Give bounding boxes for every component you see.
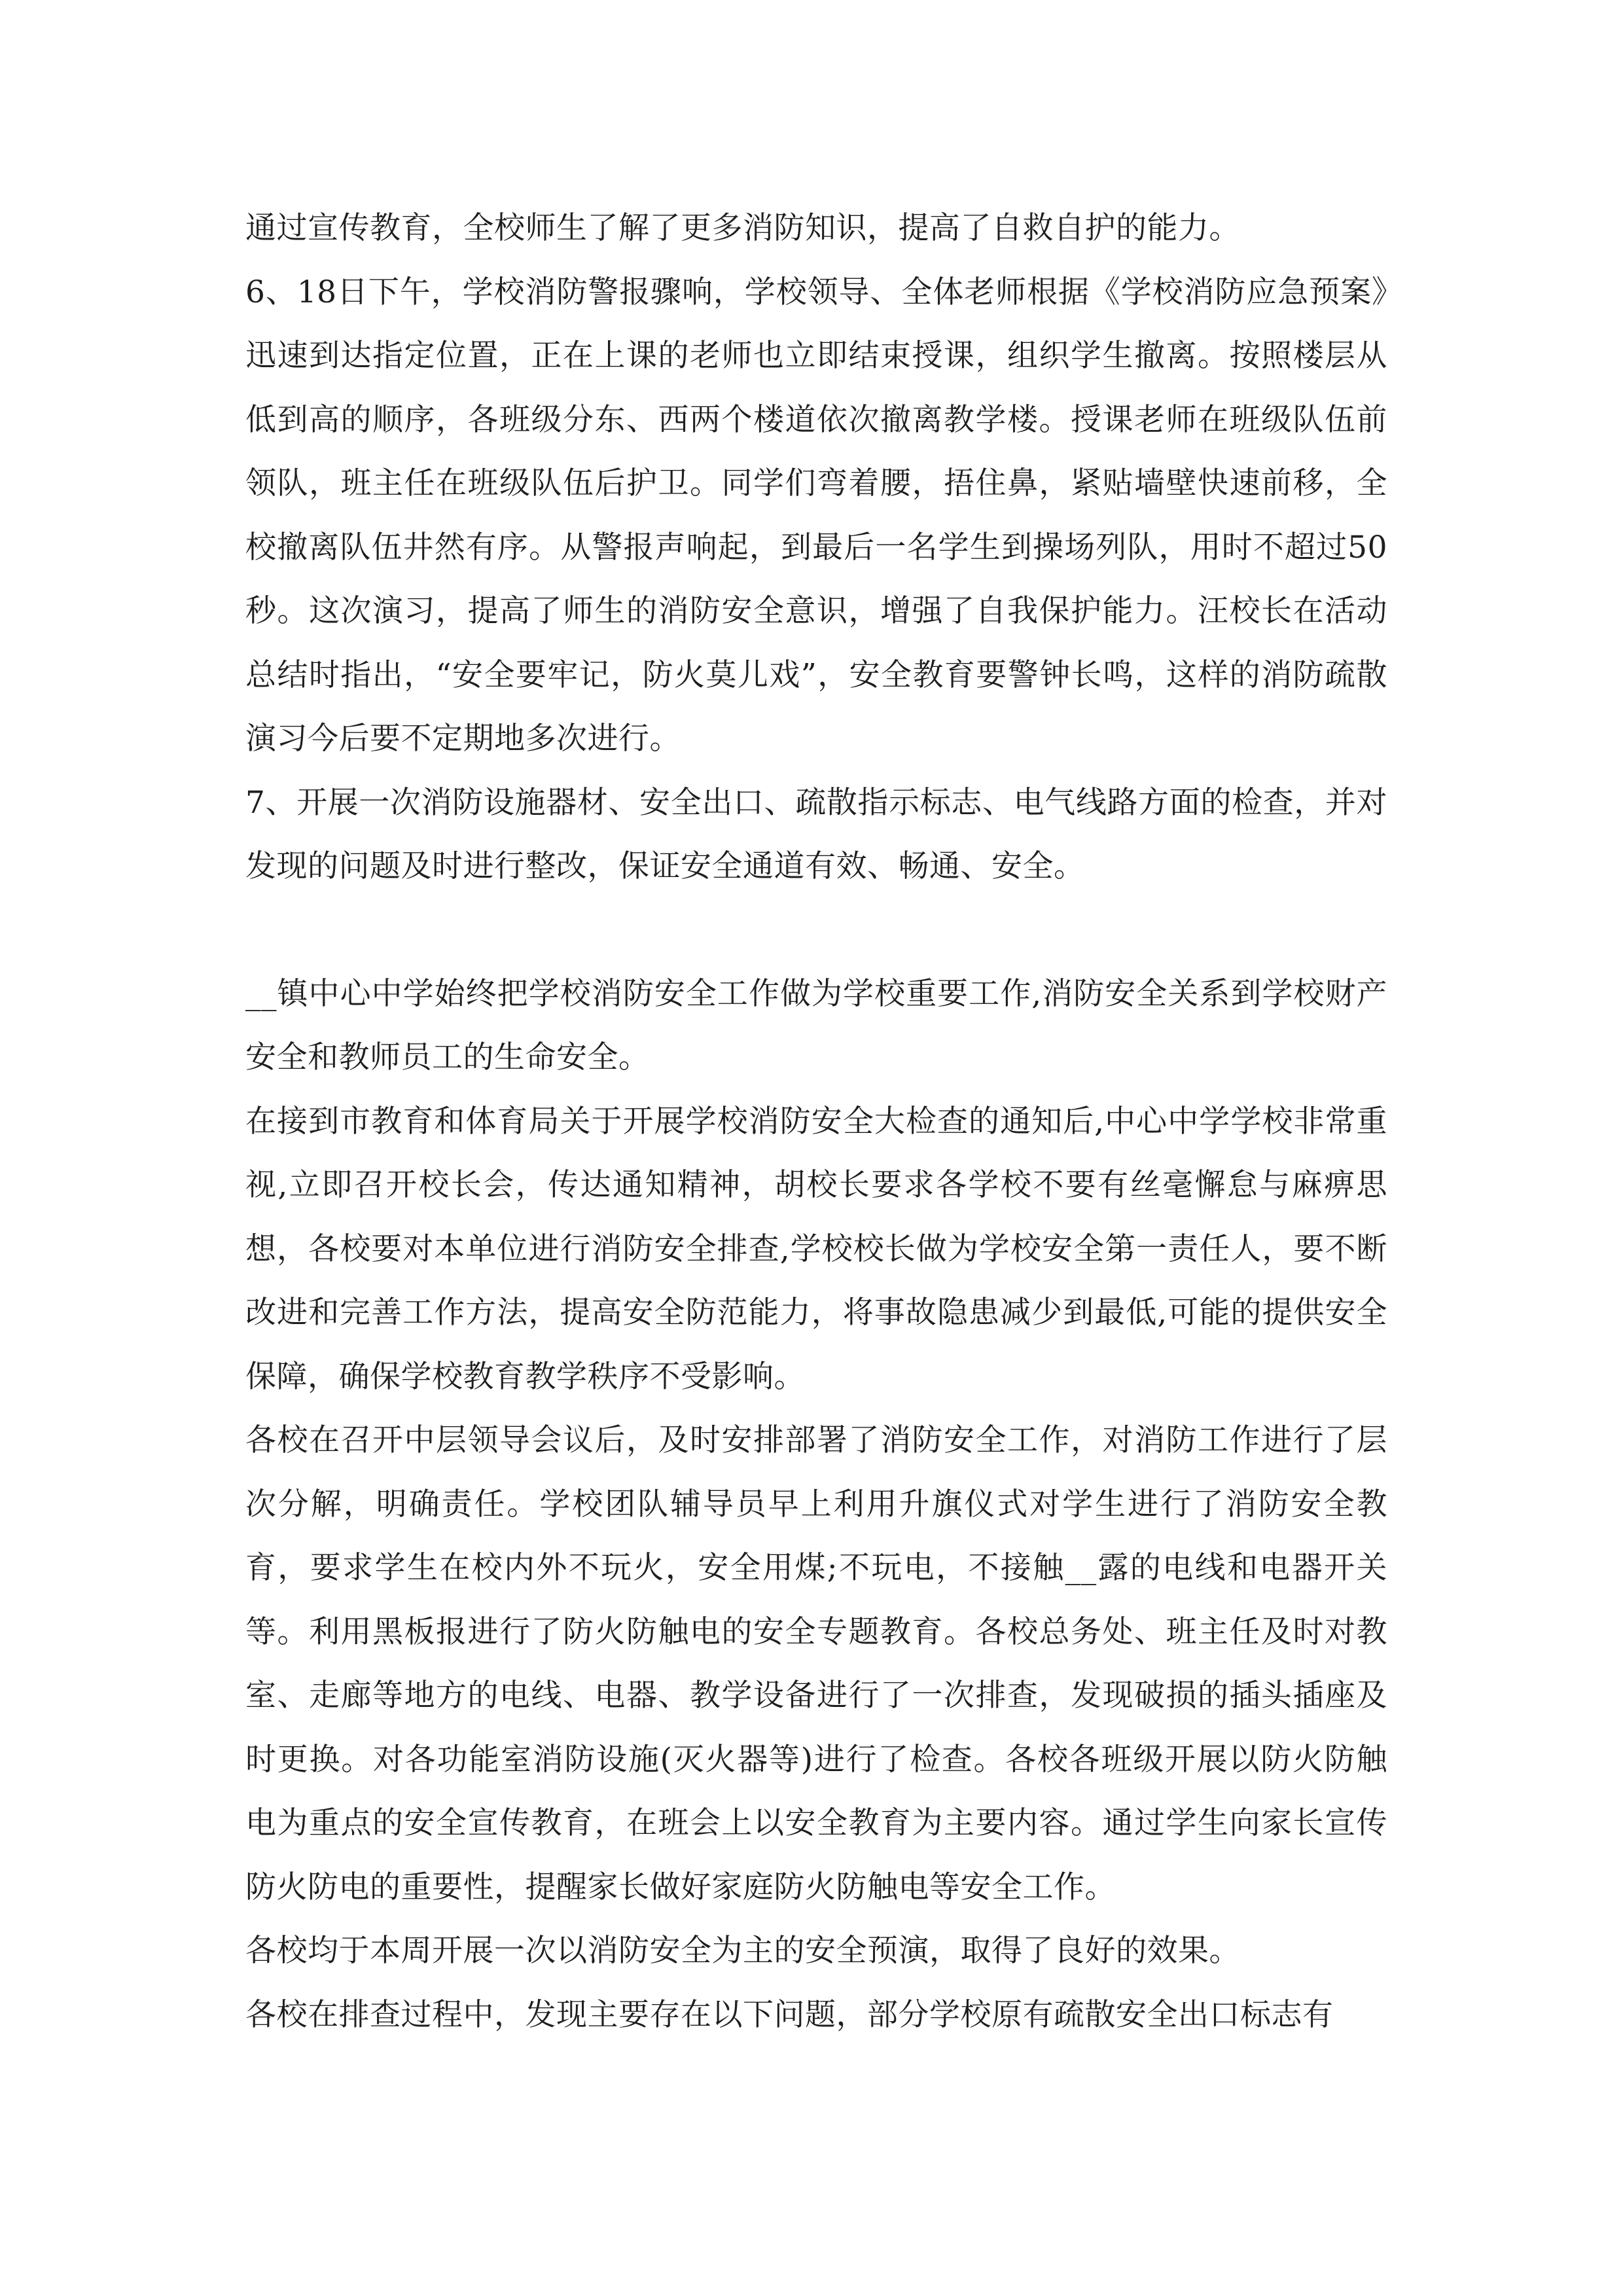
paragraph-publicity-result: 通过宣传教育，全校师生了解了更多消防知识，提高了自救自护的能力。 <box>245 210 1240 246</box>
paragraph-school-priority: __镇中心中学始终把学校消防安全工作做为学校重要工作,消防安全关系到学校财产安全和教师员工的生命安全。 <box>245 975 1387 1075</box>
document-body <box>245 196 1387 2047</box>
section-gap <box>245 899 1387 962</box>
paragraph-fire-drill: 6、18日下午，学校消防警报骤响，学校领导、全体老师根据《学校消防应急预案》迅速到达指定位置，正在上课的老师也立即结束授课，组织学生撤离。按照楼层从低到高的顺序，各班级分东、西两个楼道依次撤离教学楼。授课老师在班级队伍前领队，班主任在班级队伍后护卫。同学们弯着腰，捂住鼻，紧贴墙壁快速前移，全校撤离队伍井然有序。从警报声响起，到最后一名学生到操场列队，用时不超过50秒。这次演习，提高了师生的消防安全意识，增强了自我保护能力。汪校长在活动总结时指出，“安全要牢记，防火莫儿戏”，安全教育要警钟长鸣，这样的消防疏散演习今后要不定期地多次进行。 <box>245 274 1387 757</box>
paragraph-notice-response: 在接到市教育和体育局关于开展学校消防安全大检查的通知后,中心中学学校非常重视,立即召开校长会，传达通知精神，胡校长要求各学校不要有丝毫懈怠与麻痹思想，各校要对本单位进行消防安全排查,学校校长做为学校安全第一责任人，要不断改进和完善工作方法，提高安全防范能力，将事故隐患减少到最低,可能的提供安全保障，确保学校教育教学秩序不受影响。 <box>245 1103 1387 1395</box>
paragraph-issues-found: 各校在排查过程中，发现主要存在以下问题，部分学校原有疏散安全出口标志有 <box>245 1996 1334 2033</box>
paragraph-drill-result: 各校均于本周开展一次以消防安全为主的安全预演，取得了良好的效果。 <box>245 1933 1240 1969</box>
paragraph-facility-inspection: 7、开展一次消防设施器材、安全出口、疏散指示标志、电气线路方面的检查，并对发现的问题及时进行整改，保证安全通道有效、畅通、安全。 <box>245 784 1387 884</box>
paragraph-work-deployment: 各校在召开中层领导会议后，及时安排部署了消防安全工作，对消防工作进行了层次分解，明确责任。学校团队辅导员早上利用升旗仪式对学生进行了消防安全教育，要求学生在校内外不玩火，安全用煤;不玩电，不接触__露的电线和电器开关等。利用黑板报进行了防火防触电的安全专题教育。各校总务处、班主任及时对教室、走廊等地方的电线、电器、教学设备进行了一次排查，发现破损的插头插座及时更换。对各功能室消防设施(灭火器等)进行了检查。各校各班级开展以防火防触电为重点的安全宣传教育，在班会上以安全教育为主要内容。通过学生向家长宣传防火防电的重要性，提醒家长做好家庭防火防触电等安全工作。 <box>245 1422 1387 1905</box>
